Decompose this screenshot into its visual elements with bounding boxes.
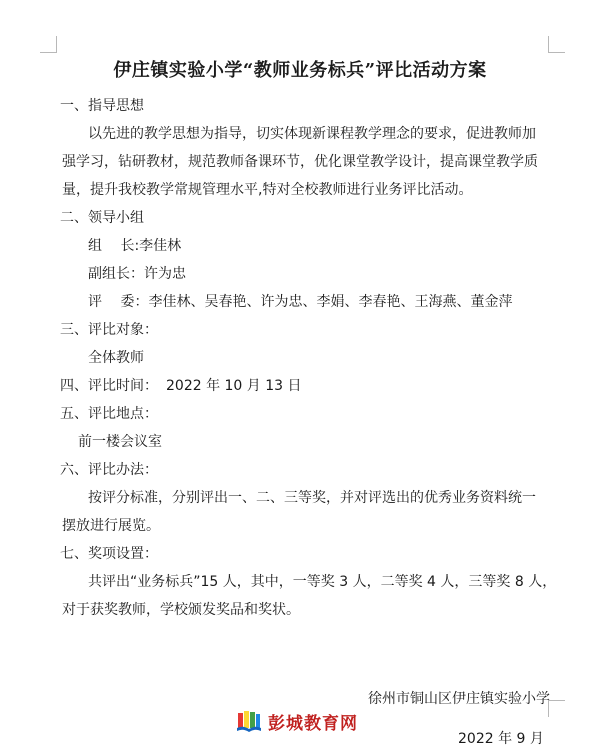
- section-heading-award-settings: 七、奖项设置：: [60, 546, 158, 562]
- paragraph-line: 以先进的教学思想为指导，切实体现新课程教学理念的要求，促进教师加: [88, 126, 536, 142]
- leader-line: 组 长:李佳林: [88, 238, 182, 254]
- evaluation-location-text: 前一楼会议室: [78, 434, 162, 450]
- document-title: 伊庄镇实验小学“教师业务标兵”评比活动方案: [113, 60, 487, 81]
- signature-school-name: 徐州市铜山区伊庄镇实验小学: [368, 691, 550, 707]
- watermark-logo: [236, 710, 358, 732]
- page-corner-mark-top-right: [548, 36, 565, 53]
- deputy-leader-line: 副组长：许为忠: [88, 266, 186, 282]
- page-corner-mark-bottom-right: [548, 700, 565, 717]
- watermark-text: 彭城教育网: [268, 713, 358, 734]
- section-heading-leadership-group: 二、领导小组: [60, 210, 144, 226]
- section-heading-evaluation-target: 三、评比对象：: [60, 322, 158, 338]
- paragraph-line: 按评分标准，分别评出一、二、三等奖，并对评选出的优秀业务资料统一: [88, 490, 536, 506]
- section-heading-evaluation-time: [60, 377, 302, 395]
- section-heading-guiding-thought: 一、指导思想: [60, 98, 144, 114]
- paragraph-line: 量，提升我校教学常规管理水平,特对全校教师进行业务评比活动。: [62, 182, 473, 198]
- paragraph-line: 摆放进行展览。: [62, 518, 160, 534]
- evaluation-time-label: 四、评比时间：: [60, 378, 158, 394]
- paragraph-line: 对于获奖教师，学校颁发奖品和奖状。: [62, 602, 300, 618]
- paragraph-line: 强学习，钻研教材，规范教师备课环节，优化课堂教学设计，提高课堂教学质: [62, 154, 538, 170]
- evaluation-target-text: 全体教师: [88, 350, 144, 366]
- signature-date: 2022 年 9 月: [458, 731, 544, 747]
- section-heading-evaluation-location: 五、评比地点：: [60, 406, 158, 422]
- page-corner-mark-top-left: [40, 36, 57, 53]
- evaluation-time-value: 2022 年 10 月 13 日: [166, 378, 302, 394]
- open-book-logo-icon: [236, 710, 262, 732]
- judges-line: 评 委：李佳林、吴春艳、许为忠、李娟、李春艳、王海燕、董金萍: [88, 294, 513, 310]
- section-heading-evaluation-method: 六、评比办法：: [60, 462, 158, 478]
- paragraph-line: 共评出“业务标兵”15 人，其中，一等奖 3 人，二等奖 4 人，三等奖 8 人，: [88, 574, 557, 590]
